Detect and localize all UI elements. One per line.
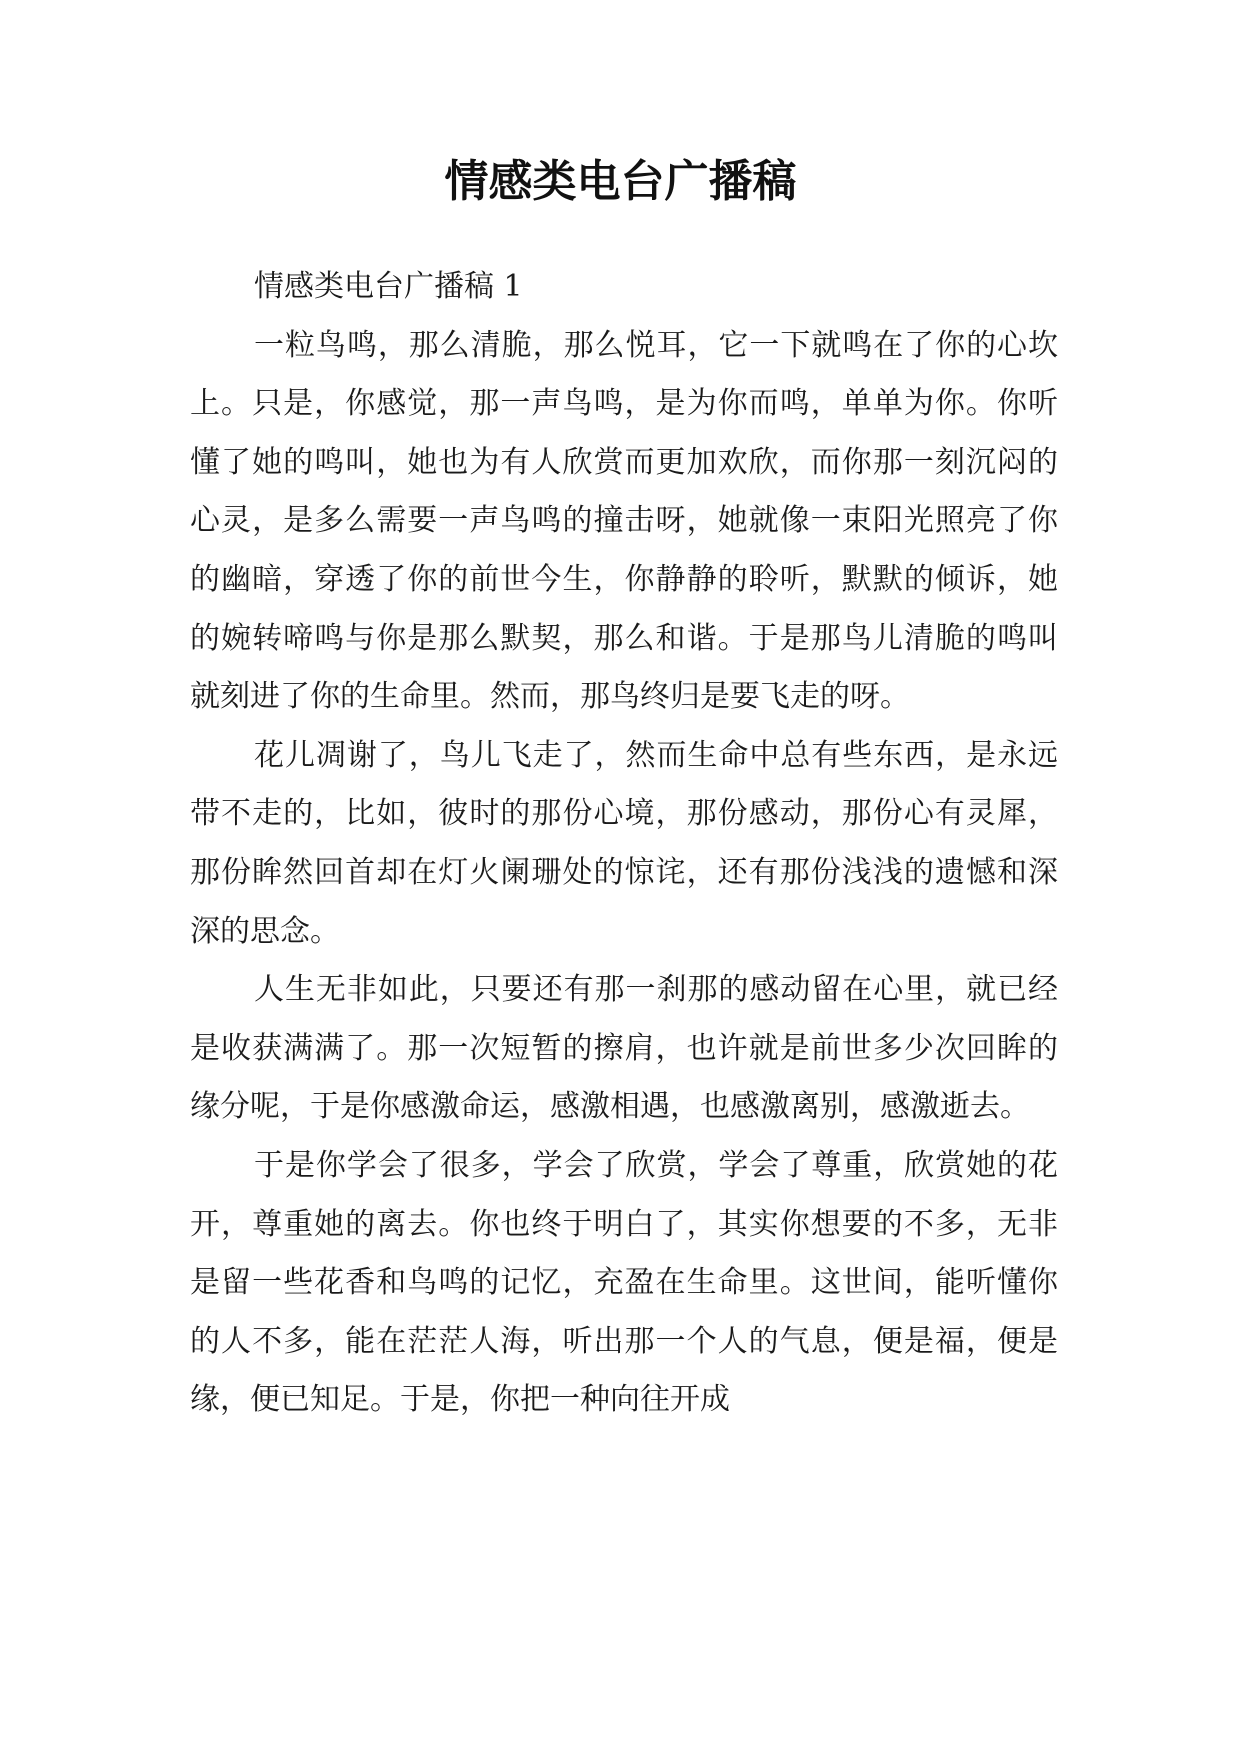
paragraph-3: 人生无非如此，只要还有那一刹那的感动留在心里，就已经是收获满满了。那一次短暂的擦肩，也许就是前世多少次回眸的缘分呢，于是你感激命运，感激相遇，也感激离别，感激逝去。 (190, 972, 1058, 1125)
paragraph-2: 花儿凋谢了，鸟儿飞走了，然而生命中总有些东西，是永远带不走的，比如，彼时的那份心境，那份感动，那份心有灵犀，那份眸然回首却在灯火阑珊处的惊诧，还有那份浅浅的遗憾和深深的思念。 (190, 737, 1058, 949)
document-body (190, 258, 1058, 1430)
paragraph-1: 一粒鸟鸣，那么清脆，那么悦耳，它一下就鸣在了你的心坎上。只是，你感觉，那一声鸟鸣，是为你而鸣，单单为你。你听懂了她的鸣叫，她也为有人欣赏而更加欢欣，而你那一刻沉闷的心灵，是多么需要一声鸟鸣的撞击呀，她就像一束阳光照亮了你的幽暗，穿透了你的前世今生，你静静的聆听，默默的倾诉，她的婉转啼鸣与你是那么默契，那么和谐。于是那鸟儿清脆的鸣叫就刻进了你的生命里。然而，那鸟终归是要飞走的呀。 (190, 327, 1058, 715)
document-title: 情感类电台广播稿 (444, 156, 797, 207)
section-heading: 情感类电台广播稿 1 (254, 269, 523, 304)
paragraph-4: 于是你学会了很多，学会了欣赏，学会了尊重，欣赏她的花开，尊重她的离去。你也终于明白了，其实你想要的不多，无非是留一些花香和鸟鸣的记忆，充盈在生命里。这世间，能听懂你的人不多，能在茫茫人海，听出那一个人的气息，便是福，便是缘，便已知足。于是，你把一种向往开成 (190, 1147, 1058, 1418)
